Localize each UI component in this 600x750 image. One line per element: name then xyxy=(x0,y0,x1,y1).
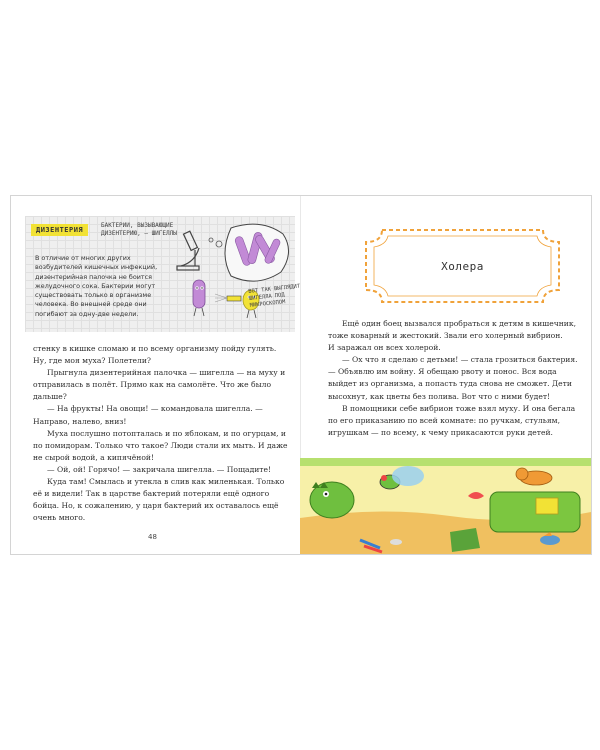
paragraph: стенку в кишке сломаю и по всему организму пойду гулять. Ну, где моя муха? Полетели? xyxy=(33,344,277,366)
paragraph: Прыгнула дизентерийная палочка — шигелла — на муху и отправилась в полёт. Прямо как на самолёте. Что же было дальше? xyxy=(33,368,286,402)
info-box-dysentery xyxy=(25,216,301,332)
paragraph: — На фрукты! На овощи! — командовала шигелла. — Направо, налево, вниз! xyxy=(33,404,263,426)
book-spread xyxy=(10,195,592,555)
green-paper-icon xyxy=(450,528,480,552)
right-page-text xyxy=(328,318,580,439)
microscope-icon xyxy=(177,231,199,270)
room-illustration xyxy=(300,458,591,554)
eraser-icon xyxy=(390,539,402,545)
shigella-character-icon xyxy=(193,280,205,316)
paragraph: Куда там! Смылась и утекла в слив как миленькая. Только её и видели! Так в царстве бактерий потеряли ещё одного бойца. Но, к сожалению, у царя бактерий их оставалось ещё очень много. xyxy=(33,477,285,523)
chapter-title-frame xyxy=(360,224,565,308)
sofa-icon xyxy=(490,492,580,532)
paragraph: Ещё один боец вызвался пробраться к детям в кишечник, тоже коварный и жестокий. Звали его холерный вибрион. xyxy=(328,319,577,341)
paragraph: — Ох что я сделаю с детьми! — стала грозиться бактерия. — Объявлю им войну. Я обещаю рвоту и понос. Вся вода выйдет из организма, а попасть туда снова не сможет. Дети высохнут, как цветы без полива. Вот что с ними будет! xyxy=(328,355,578,401)
info-text: В отличие от многих других возбудителей кишечных инфекций, дизентерийная палочка не боится желудочного сока. Бактерии могут существовать только в организме человека. Во внешней среде они погибают за одну-две недели. xyxy=(35,254,158,318)
page-number: 48 xyxy=(148,533,157,541)
paragraph: Муха послушно потопталась и по яблокам, и по огурцам, и по помидорам. Только что такое? Люди стали их мыть. И даже не сырой водой, а кипячёной! xyxy=(33,428,288,462)
paragraph: И заражал он всех холерой. xyxy=(328,343,441,353)
caption-microscope: ВОТ ТАК ВЫГЛЯДИТ ШИГЕЛЛА ПОД МИКРОСКОПОМ xyxy=(248,283,301,309)
topic-tag: ДИЗЕНТЕРИЯ xyxy=(31,224,88,236)
left-page-text xyxy=(33,343,289,524)
paragraph: В помощники себе вибрион тоже взял муху. И она бегала по его приказанию по всей комнате: по ручкам, стульям, игрушкам — по всему, к чему прикасаются руки детей. xyxy=(328,403,576,437)
chapter-title: Холера xyxy=(441,259,484,273)
caption-shigella: БАКТЕРИИ, ВЫЗЫВАЮЩИЕ ДИЗЕНТЕРИЮ, — ШИГЕЛЛЫ xyxy=(101,222,177,237)
dino-toy-icon xyxy=(310,482,354,518)
microscope-illustration xyxy=(165,220,295,330)
paragraph: — Ой, ой! Горячо! — закричала шигелла. — Пощадите! xyxy=(47,464,272,474)
